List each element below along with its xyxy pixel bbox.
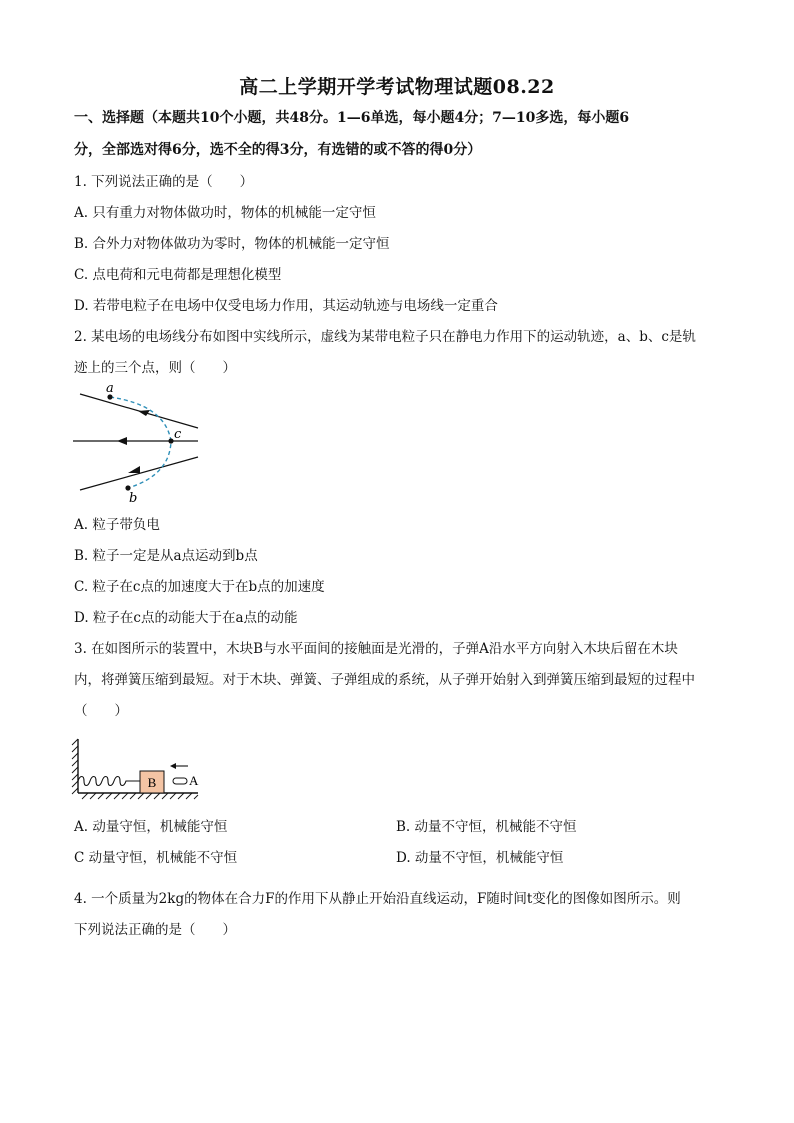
label-c: c <box>174 427 182 442</box>
q2-option-c: C. 粒子在c点的加速度大于在b点的加速度 <box>74 579 325 595</box>
q3-option-b: B. 动量不守恒，机械能不守恒 <box>396 819 577 835</box>
q3-stem-line2: 内，将弹簧压缩到最短。对于木块、弹簧、子弹组成的系统，从子弹开始射入到弹簧压缩到最短的过程中 <box>74 672 695 688</box>
q2-option-d: D. 粒子在c点的动能大于在a点的动能 <box>74 610 298 626</box>
q3-option-c: C 动量守恒，机械能不守恒 <box>74 850 238 866</box>
q2-option-b: B. 粒子一定是从a点运动到b点 <box>74 548 258 564</box>
q4-stem-line2: 下列说法正确的是（ ） <box>74 922 236 938</box>
block-b-label: B <box>147 775 157 790</box>
electric-field-figure <box>70 380 205 505</box>
page-title: 高二上学期开学考试物理试题08.22 <box>239 76 555 98</box>
label-a: a <box>106 381 114 396</box>
q2-stem-line2: 迹上的三个点，则（ ） <box>74 360 236 376</box>
q1-stem: 1. 下列说法正确的是（ ） <box>74 174 254 190</box>
label-b: b <box>129 491 138 505</box>
point-b <box>125 485 130 490</box>
spring <box>78 777 140 786</box>
q2-stem-line1: 2. 某电场的电场线分布如图中实线所示，虚线为某带电粒子只在静电力作用下的运动轨迹，a、b、c是轨 <box>74 329 696 345</box>
spring-block-figure <box>70 735 210 803</box>
q1-option-b: B. 合外力对物体做功为零时，物体的机械能一定守恒 <box>74 236 390 252</box>
q1-option-a: A. 只有重力对物体做功时，物体的机械能一定守恒 <box>74 205 376 221</box>
bullet-motion-arrowhead <box>170 763 176 769</box>
particle-trajectory <box>110 397 171 488</box>
point-c <box>168 438 173 443</box>
arrow-top <box>138 410 150 416</box>
ground-hatching <box>82 793 198 799</box>
q4-stem-line1: 4. 一个质量为2kg的物体在合力F的作用下从静止开始沿直线运动，F随时间t变化的图像如图所示。则 <box>74 891 681 907</box>
q2-option-a: A. 粒子带负电 <box>74 517 160 533</box>
wall-hatching <box>72 739 78 794</box>
q3-stem-line3: （ ） <box>74 703 128 719</box>
arrow-bottom <box>128 466 140 473</box>
q3-option-a: A. 动量守恒，机械能守恒 <box>74 819 228 835</box>
section-heading-line2: 分，全部选对得6分，选不全的得3分，有选错的或不答的得0分） <box>74 142 482 158</box>
arrow-middle <box>117 437 127 445</box>
q1-option-c: C. 点电荷和元电荷都是理想化模型 <box>74 267 282 283</box>
field-line-bottom <box>80 457 198 490</box>
section-heading <box>74 108 724 160</box>
bullet-a-label: A <box>189 773 199 788</box>
q1-option-d: D. 若带电粒子在电场中仅受电场力作用，其运动轨迹与电场线一定重合 <box>74 298 498 314</box>
bullet-a <box>173 778 187 784</box>
section-heading-line1: 一、选择题（本题共10个小题，共48分。1—6单选，每小题4分；7—10多选，每小题6 <box>74 110 630 126</box>
q3-option-d: D. 动量不守恒，机械能守恒 <box>396 850 564 866</box>
q3-stem-line1: 3. 在如图所示的装置中，木块B与水平面间的接触面是光滑的，子弹A沿水平方向射入木块后留在木块 <box>74 641 678 657</box>
